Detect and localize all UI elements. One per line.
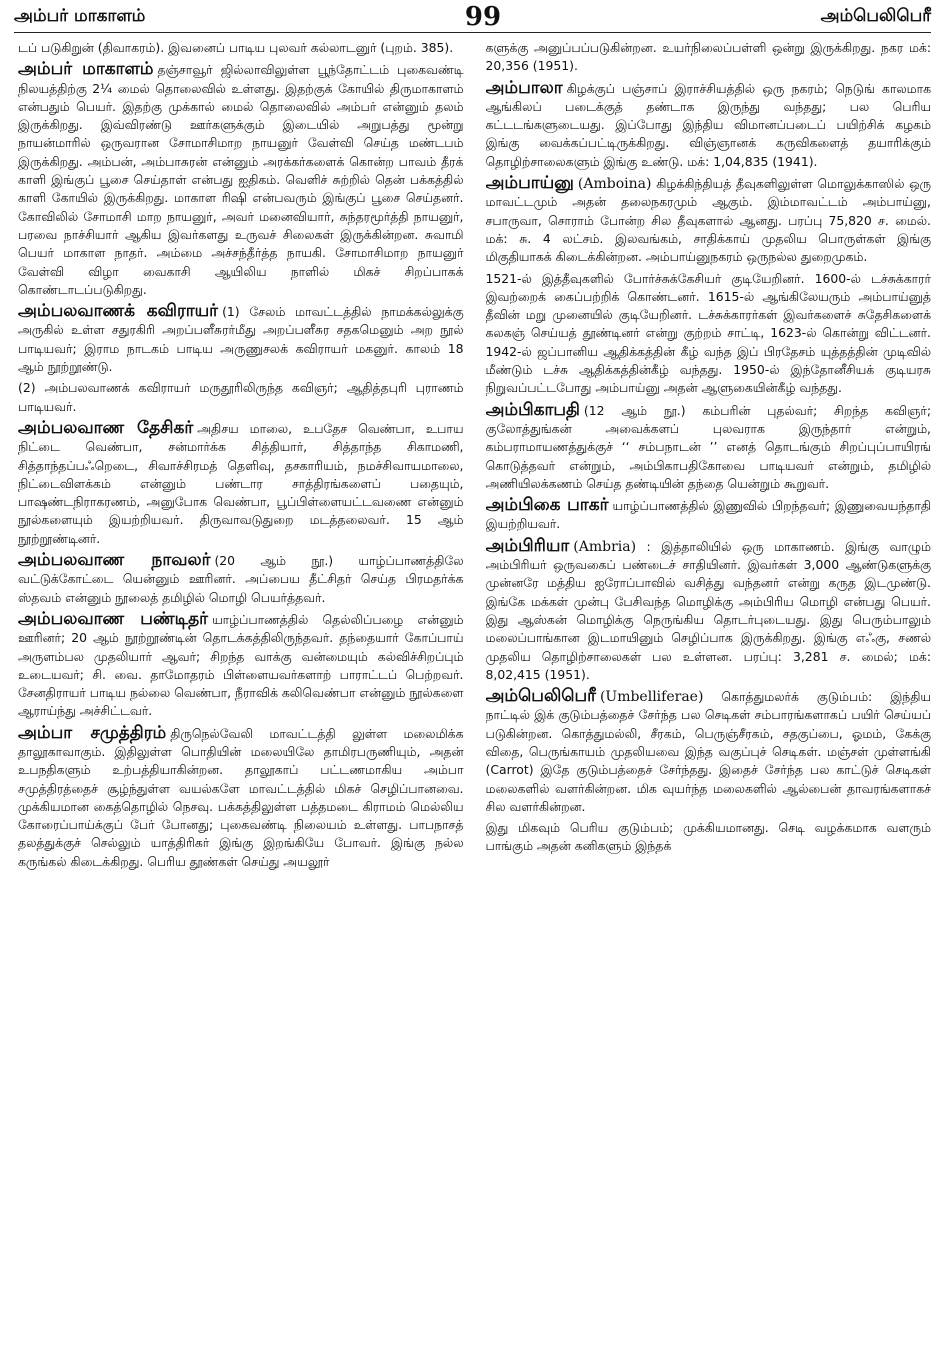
entry-headword: அம்பர் மாகாளம் bbox=[18, 59, 154, 80]
left-column bbox=[18, 38, 464, 1358]
entry-paragraph bbox=[486, 401, 932, 493]
entry-paragraph bbox=[486, 270, 932, 398]
entry-text: திருநெல்வேலி மாவட்டத்தி லுள்ள மலைமிக்க தாலூகாவாகும். இதிலுள்ள பொதியின் மலையிலே தாமிரபருணியும், அதன் உபநதிகளும் உற்பத்தியாகின்றன. தாலூகாப் பட்டணமாகிய அம்பா சமுத்திரத்தைச் சூழ்ந்துள்ள வயல்களே மாவட்டத்தில் மிகச் செழிப்பானவை. முக்கியமான கைத்தொழில் நெசவு. பக்கத்திலுள்ள பத்தமடை கிராமம் மெல்லிய கோரைப்பாய்க்குப் பேர் போனது; புகைவண்டி நிலையம் உள்ளது. பாபநாசத் தலத்துக்குச் செல்லும் யாத்திரிகர் இங்கு இறங்கியே போவர். இங்கு நல்ல கருங்கல் கிடைக்கிறது. பெரிய தூண்கள் செய்து அயலூர் bbox=[18, 725, 464, 869]
entry-text: டப் படுகிறுன் (திவாகரம்). இவனைப் பாடிய புலவர் கல்லாடனுர் (புறம். 385). bbox=[18, 40, 454, 55]
entry-headword: அம்பிகாபதி bbox=[485, 399, 580, 420]
entry-text: இது மிகவும் பெரிய குடும்பம்; முக்கியமானது. செடி வழக்கமாக வளரும் பாங்கும் அதன் கனிகளும் இந்தக் bbox=[485, 820, 931, 854]
entry-text: கிழக்குப் பஞ்சாப் இராச்சியத்தில் ஒரு நகரம்; நெடுங் காலமாக ஆங்கிலப் படைக்குத் தண்டாக இருந்து வந்தது; பல பெரிய கட்டடங்களுடையது. இப்போது இந்திய விமானப்படைப் பயிற்சிக் கழகம் இங்கு வைக்கப்பட்டிருக்கிறது. விஞ்ஞானக் கருவிகளைத் தயாரிக்கும் தொழிற்சாலைகளும் இங்கு உண்டு. மக்: 1,04,835 (1941). bbox=[485, 80, 931, 169]
page-number: 99 bbox=[464, 2, 502, 32]
entry-headword: அம்பெலிபெரீ bbox=[485, 686, 596, 707]
entry-paragraph bbox=[18, 610, 464, 721]
entry-paragraph bbox=[18, 551, 464, 607]
entry-latin-name: (Amboina) bbox=[577, 176, 652, 193]
entry-headword: அம்பலவாண நாவலர் bbox=[18, 550, 211, 571]
entry-paragraph bbox=[486, 819, 932, 856]
entry-text: யாழ்ப்பாணத்தில் தெல்லிப்பழை என்னும் ஊரினர்; 20 ஆம் நூற்றூண்டின் தொடக்கத்திலிருந்தவர். தந்தையார் கோப்பாய் அருளம்பல முதலியார் ஆவர்; சிறந்த வாக்கு வன்மையும் கல்விச்சிறப்பும் உடையவர்; சி. வை. தாமோதரம் பிள்ளையவர்களாற் பாராட்டப் பெற்றவர். சேனதிராயர் பாடிய நல்லை வெண்பா, நீராவிக் கலிவெண்பா என்னும் நூல்களை ஆராய்ந்து அச்சிட்டவர். bbox=[18, 611, 464, 719]
entry-text: (12 ஆம் நூ.) கம்பரின் புதல்வர்; சிறந்த கவிஞர்; குலோத்துங்கன் அவைக்களப் புலவராக இருந்தார் என்றும், கம்பராமாயணத்துக்குச் ‘‘ சம்பநாடன் ’’ எனத் தொடங்கும் சிறப்புப்பாயிரங் கொடுத்தவர் என்றும், அம்பிகாபதிகோவை பாடியவர் என்றும், தமிழில் அணியிலக்கணம் செய்த தண்டியின் தந்தை யென்றும் கூறுவர். bbox=[485, 402, 931, 491]
entry-latin-name: (Umbelliferae) bbox=[599, 689, 704, 706]
right-column bbox=[486, 38, 932, 1358]
entry-paragraph bbox=[18, 302, 464, 376]
entry-text: (1) சேலம் மாவட்டத்தில் நாமக்கல்லுக்கு அருகில் உள்ள சதுரகிரி அறப்பளீசுரர்மீது அறப்பளீசுர சதகமெனும் அற நூல் பாடியவர்; இராம நாடகம் பாடிய அருணுசலக் கவிராயர் மகனுர். காலம் 18 ஆம் நூற்றூண்டு. bbox=[18, 304, 464, 375]
entry-paragraph bbox=[486, 79, 932, 171]
text-columns bbox=[18, 38, 931, 1358]
entry-paragraph bbox=[18, 39, 464, 57]
entry-headword: அம்பலவாணக் கவிராயர் bbox=[18, 301, 219, 322]
entry-paragraph bbox=[18, 724, 464, 871]
entry-headword: அம்பலவாண தேசிகர் bbox=[18, 417, 194, 438]
entry-paragraph bbox=[18, 60, 464, 299]
entry-text: தஞ்சாவூர் ஜில்லாவிலுள்ள பூந்தோட்டம் புகைவண்டி நிலயத்திற்கு 2¼ மைல் தொலைவில் உள்ளது. இதற்குக் கோயில் திருமாகாளம் என்பதும் பெயர். இதற்கு முக்கால் மைல் தொலைவில் அம்பர் என்னும் தலம் இருக்கிறது. இவ்விரண்டு ஊர்களுக்கும் இடையில் அறுபத்து மூன்று நாயன்மாரில் ஒருவரான சோமாசிமாற நாயனுர் வேள்வி செய்த மண்டபம் இருக்கிறது. அம்பன், அம்பாசுரன் என்னும் அரக்கர்களைக் கொன்ற பாவம் தீரக் காளி இங்குப் பூசை செய்தாள் என்பது ஐதிகம். வெளிச் சுற்றில் தென் பக்கத்தில் காளி கோயில் இருக்கிறது. மாகாள ரிஷி என்பவரும் இங்குப் பூசை செய்தனர். கோவிலில் சோமாசி மாற நாயனுர், அவர் மனைவியார், சுந்தரமூர்த்தி நாயனுர், பரவை நாச்சியார் ஆகிய இவர்களது உருவச் சிலைகள் இருக்கின்றன. சுவாமி பெயர் மாகாள நாதர். அம்மை அச்சந்தீர்த்த நாயகி. சோமாசிமாற நாயனுர் வேள்வி விழா வைகாசி ஆயிலிய நாளில் மிகச் சிறப்பாகக் கொண்டாடப்படுகிறது. bbox=[18, 62, 464, 297]
running-head-right: அம்பெலிபெரீ bbox=[820, 6, 931, 26]
entry-text: (20 ஆம் நூ.) யாழ்ப்பாணத்திலே வட்டுக்கோட்டை யென்னும் ஊரினர். அப்பைய தீட்சிதர் செய்த பிரமதர்க்க ஸ்தவம் என்னும் நூலைத் தமிழில் மொழி பெயர்த்தவர். bbox=[18, 553, 464, 605]
entry-headword: அம்பிகை பாகர் bbox=[485, 495, 609, 516]
running-head-left: அம்பர் மாகாளம் bbox=[14, 6, 146, 26]
entry-text: களுக்கு அனுப்பப்படுகின்றன. உயர்நிலைப்பள்ளி ஒன்று இருக்கிறது. நகர மக்: 20,356 (1951). bbox=[485, 40, 931, 74]
entry-headword: அம்பாய்னு bbox=[485, 173, 574, 194]
entry-headword: அம்பா சமுத்திரம் bbox=[18, 722, 167, 743]
running-head bbox=[14, 2, 931, 33]
entry-text: (2) அம்பலவாணக் கவிராயர் மருதூரிலிருந்த கவிஞர்; ஆதித்தபுரி புராணம் பாடியவர். bbox=[18, 380, 464, 414]
entry-latin-name: (Ambria) bbox=[573, 538, 637, 555]
entry-text: அதிசய மாலை, உபதேச வெண்பா, உபாய நிட்டை வெண்பா, சன்மார்க்க சித்தியார், சித்தாந்த சிகாமணி, சித்தாந்தப்பஃறெடை, சிவாச்சிரமத் தெளிவு, தசகாரியம், நமச்சிவாயமாலை, நிட்டைவிளக்கம் என்னும் பண்டார சாத்திரங்களைப் பதையும், பாஷண்டநிராகரணம், அனுபோக வெண்பா, பூப்பிள்ளையட்டவணை என்னும் நூல்களையும் இயற்றியவர். திருவாவடுதுறை மடத்தலைவர். 15 ஆம் நூற்றூண்டினர். bbox=[18, 420, 464, 546]
entry-paragraph bbox=[18, 379, 464, 416]
entry-text: 1521-ல் இத்தீவுகளில் போர்ச்சுக்கேசியர் குடியேறினர். 1600-ல் டச்சுக்காரர் இவற்றைக் கைப்பற்றிக் கொண்டனர். 1615-ல் ஆங்கிலேயரும் அம்பாய்னுத் தீவின் மறு முனையில் குடியேறினர். டச்சுக்காரர்கள் இவர்களைச் சுதேசிகளைக் கலகஞ் செய்யத் தூண்டினர் என்று குற்றம் சாட்டி, 1623-ல் கொன்று விட்டனர். 1942-ல் ஜப்பானிய ஆதிக்கத்தின் கீழ் வந்த இப் பிரதேசம் யுத்தத்தின் முடிவில் மீண்டும் டச்சு ஆதிக்கத்தின்கீழ் வந்தது. 1950-ல் இந்தோனீசியக் குடியரசு நிறுவப்பட்டபோது அம்பாய்னு அதன் ஆளுகையின்கீழ் வந்தது. bbox=[485, 270, 931, 396]
entry-paragraph bbox=[486, 174, 932, 266]
entry-paragraph bbox=[486, 496, 932, 534]
entry-paragraph bbox=[486, 687, 932, 816]
entry-text: கொத்துமலர்க் குடும்பம்: இந்திய நாட்டில் இக் குடும்பத்தைச் சேர்ந்த பல செடிகள் சம்பாரங்களாகப் பயிர் செய்யப் படுகின்றன. கொத்துமல்லி, சீரகம், பெருஞ்சீரகம், சதகுப்பை, ஓமம், கேக்கு விதை, பெருங்காயம் முதலியவை இந்த வகுப்புச் செடிகள். மஞ்சள் முள்ளங்கி (Carrot) இதே குடும்பத்தைச் சேர்ந்தது. இதைச் சேர்ந்த பல காட்டுச் செடிகள் மலைகளில் வளர்கின்றன. மிக வுயர்ந்த மலைகளில் ஆல்பைன் தாவரங்களாகச் சில வளர்கின்றன. bbox=[485, 689, 931, 814]
entry-text: யாழ்ப்பாணத்தில் இணுவில் பிறந்தவர்; இணுவையந்தாதி இயற்றியவர். bbox=[485, 498, 931, 532]
entry-headword: அம்பலவாண பண்டிதர் bbox=[18, 608, 209, 629]
entry-paragraph bbox=[18, 419, 464, 548]
entry-text: கிழக்கிந்தியத் தீவுகளிலுள்ள மொலுக்காஸில் ஒரு மாவட்டமும் அதன் தலைநகரமும் ஆகும். இம்மாவட்டம் அம்பாய்னு, சபாருவா, சொராம் போன்ற சில தீவுகளால் ஆனது. பரப்பு 75,820 ச. மைல். மக்: சு. 4 லட்சம். இலவங்கம், சாதிக்காய் முதலிய பொருள்கள் இங்கு மிகுதியாகக் கிடைக்கின்றன. அம்பாய்னுநகரம் ஒருநல்ல துறைமுகம். bbox=[485, 176, 931, 265]
entry-paragraph bbox=[486, 537, 932, 684]
entry-text: : இத்தாலியில் ஒரு மாகாணம். இங்கு வாழும் அம்பிரியர் ஒருவகைப் பண்டைச் சாதியினர். இவர்கள் 3,000 ஆண்டுகளுக்கு முன்னரே மத்திய ஐரோப்பாவில் வசித்து வந்தனர் என்று கருத இடமுண்டு. இங்கே மக்கள் முன்பு பேசிவந்த மொழிக்கு அம்பிரிய மொழி என்பது பெயர். இது ஆஸ்கன் மொழிக்கு நெருங்கிய தொடர்புடையது. இது பெரும்பாலும் மலைப்பாங்கான இடமாயினும் செழிப்பாக இருக்கிறது. இங்கு எஃகு, சணல் முதலிய தொழிற்சாலைகள் பல உள்ளன. பரப்பு: 3,281 ச. மைல்; மக்: 8,02,415 (1951). bbox=[485, 538, 931, 682]
entry-headword: அம்பிரியா bbox=[485, 535, 570, 556]
entry-paragraph bbox=[486, 39, 932, 76]
entry-headword: அம்பாலா bbox=[485, 77, 563, 98]
